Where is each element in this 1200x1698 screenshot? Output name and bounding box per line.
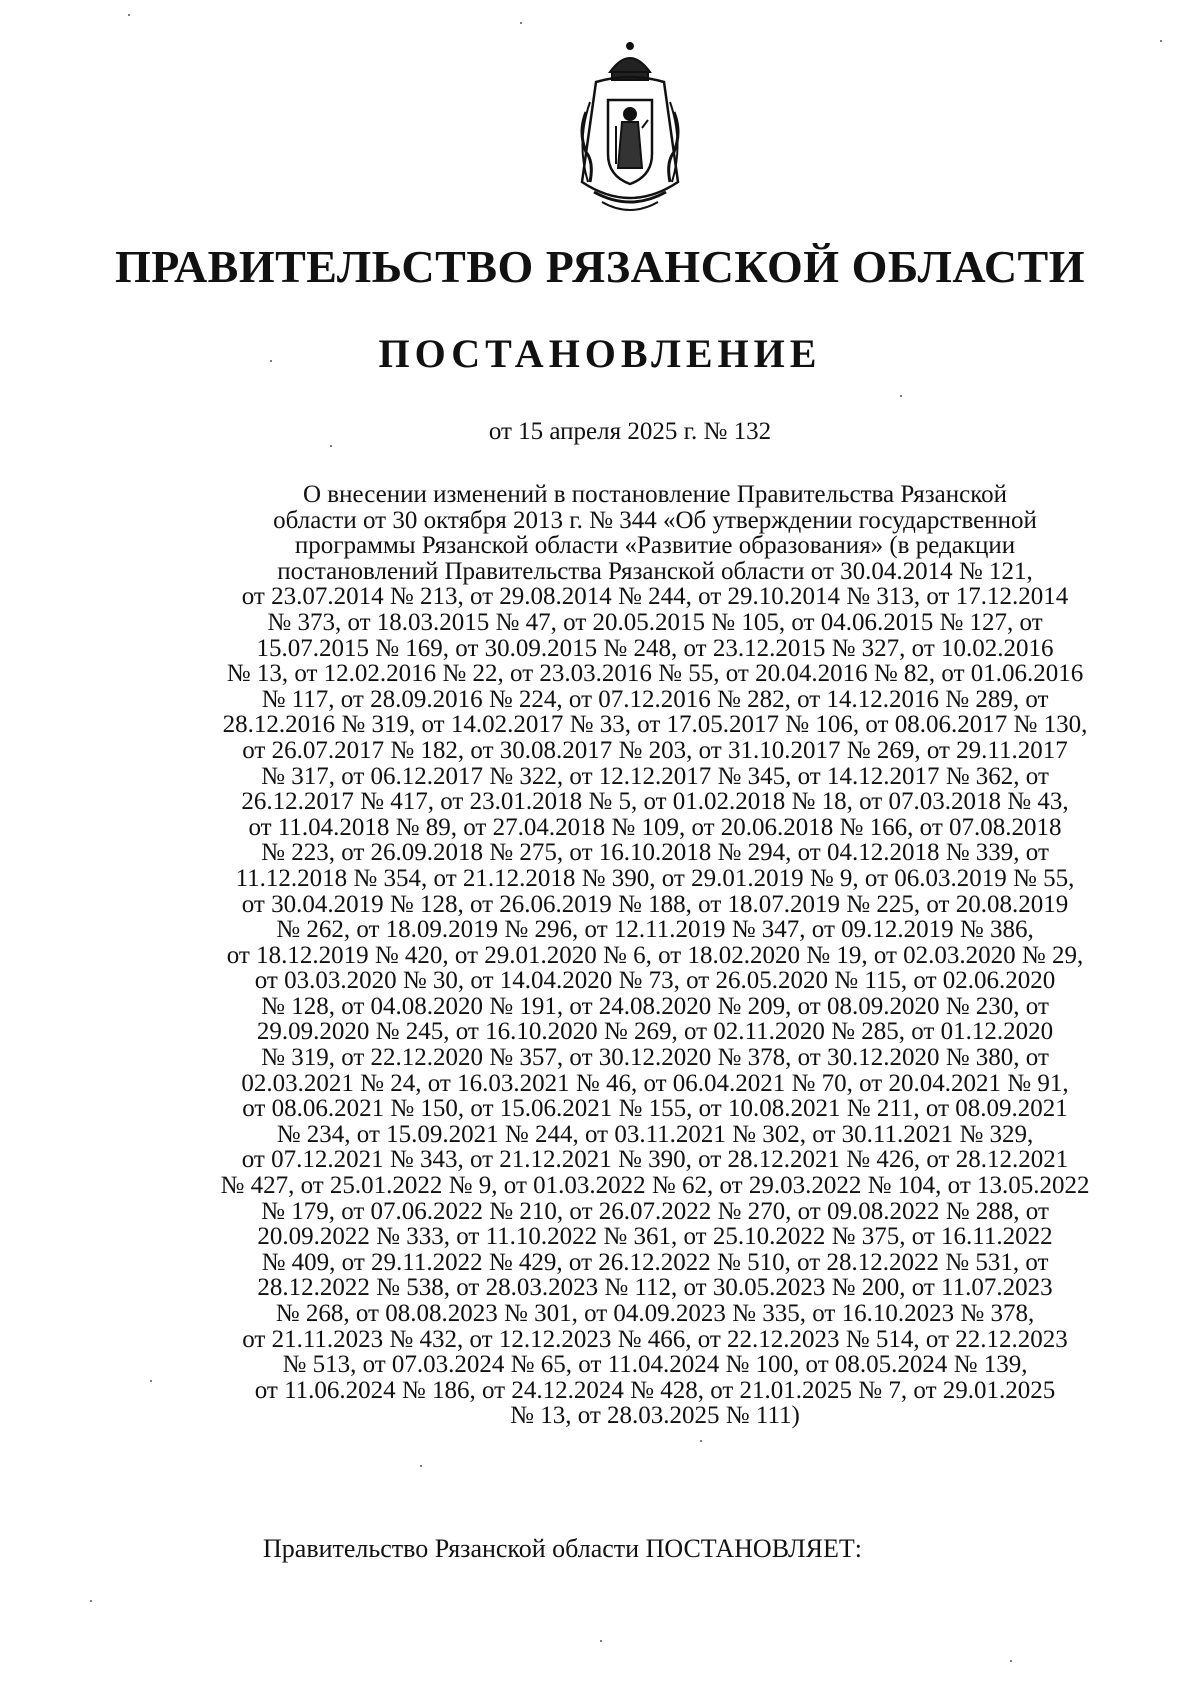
subject-line: от 03.03.2020 № 30, от 14.04.2020 № 73, от 26.05.2020 № 115, от 02.06.2020 xyxy=(254,967,1056,995)
subject-line: 28.12.2016 № 319, от 14.02.2017 № 33, от 17.05.2017 № 106, от 08.06.2017 № 130, xyxy=(222,711,1088,739)
scan-speck xyxy=(900,395,902,397)
scan-speck xyxy=(420,1465,422,1467)
subject-line: от 11.04.2018 № 89, от 27.04.2018 № 109, от 20.06.2018 № 166, от 07.08.2018 xyxy=(248,813,1062,841)
scan-speck xyxy=(700,1440,702,1442)
scan-speck xyxy=(270,360,272,362)
subject-line: постановлений Правительства Рязанской области от 30.04.2014 № 121, xyxy=(277,557,1033,585)
subject-line: от 18.12.2019 № 420, от 29.01.2020 № 6, от 18.02.2020 № 19, от 02.03.2020 № 29, xyxy=(226,941,1084,969)
subject-line: 02.03.2021 № 24, от 16.03.2021 № 46, от 06.04.2021 № 70, от 20.04.2021 № 91, xyxy=(241,1069,1069,1097)
subject-line: № 319, от 22.12.2020 № 357, от 30.12.2020 № 378, от 30.12.2020 № 380, от xyxy=(261,1044,1049,1072)
subject-line: № 223, от 26.09.2018 № 275, от 16.10.2018 № 294, от 04.12.2018 № 339, от xyxy=(261,839,1049,867)
document-date-number: от 15 апреля 2025 г. № 132 xyxy=(488,418,772,445)
document-type: ПОСТАНОВЛЕНИЕ xyxy=(378,331,822,376)
ryazan-coat-of-arms-icon xyxy=(566,42,694,220)
subject-line: № 262, от 18.09.2019 № 296, от 12.11.2019 № 347, от 09.12.2019 № 386, xyxy=(276,916,1034,944)
scan-speck xyxy=(330,445,332,447)
subject-line: от 26.07.2017 № 182, от 30.08.2017 № 203, от 31.10.2017 № 269, от 29.11.2017 xyxy=(242,736,1068,764)
subject-line: от 08.06.2021 № 150, от 15.06.2021 № 155, от 10.08.2021 № 211, от 08.09.2021 xyxy=(242,1095,1068,1123)
scan-speck xyxy=(1010,1660,1012,1662)
scan-speck xyxy=(1160,40,1162,42)
subject-line: программы Рязанской области «Развитие образования» (в редакции xyxy=(294,532,1016,560)
subject-line: от 07.12.2021 № 343, от 21.12.2021 № 390, от 28.12.2021 № 426, от 28.12.2021 xyxy=(241,1146,1069,1174)
subject-line: 15.07.2015 № 169, от 30.09.2015 № 248, от 23.12.2015 № 327, от 10.02.2016 xyxy=(256,634,1054,662)
subject-line: № 128, от 04.08.2020 № 191, от 24.08.2020 № 209, от 08.09.2020 № 230, от xyxy=(261,992,1049,1020)
subject-line: № 513, от 07.03.2024 № 65, от 11.04.2024 № 100, от 08.05.2024 № 139, xyxy=(282,1351,1028,1379)
subject-line: № 409, от 29.11.2022 № 429, от 26.12.2022 № 510, от 28.12.2022 № 531, от xyxy=(261,1248,1049,1276)
subject-line: от 11.06.2024 № 186, от 24.12.2024 № 428, от 21.01.2025 № 7, от 29.01.2025 xyxy=(254,1376,1056,1404)
subject-line: № 13, от 12.02.2016 № 22, от 23.03.2016 № 55, от 20.04.2016 № 82, от 01.06.2016 xyxy=(226,660,1084,688)
subject-line: О внесении изменений в постановление Правительства Рязанской xyxy=(302,481,1007,508)
subject-line: № 179, от 07.06.2022 № 210, от 26.07.2022 № 270, от 09.08.2022 № 288, от xyxy=(261,1197,1049,1225)
scan-speck xyxy=(520,22,522,24)
subject-line: от 21.11.2023 № 432, от 12.12.2023 № 466, от 22.12.2023 № 514, от 22.12.2023 xyxy=(242,1325,1068,1353)
scan-speck xyxy=(90,1600,92,1602)
subject-line: № 234, от 15.09.2021 № 244, от 03.11.2021 № 302, от 30.11.2021 № 329, xyxy=(276,1120,1034,1148)
subject-line: № 427, от 25.01.2022 № 9, от 01.03.2022 № 62, от 29.03.2022 № 104, от 13.05.2022 xyxy=(220,1172,1090,1200)
subject-line: 28.12.2022 № 538, от 28.03.2023 № 112, от 30.05.2023 № 200, от 11.07.2023 xyxy=(257,1274,1053,1302)
subject-line: 20.09.2022 № 333, от 11.10.2022 № 361, от 25.10.2022 № 375, от 16.11.2022 xyxy=(257,1223,1053,1251)
subject-line: № 13, от 28.03.2025 № 111) xyxy=(510,1402,800,1430)
scan-speck xyxy=(150,1380,152,1382)
subject-line: 26.12.2017 № 417, от 23.01.2018 № 5, от 01.02.2018 № 18, от 07.03.2018 № 43, xyxy=(241,788,1069,816)
subject-line: № 268, от 08.08.2023 № 301, от 04.09.2023 № 335, от 16.10.2023 № 378, xyxy=(275,1300,1035,1327)
document-subject xyxy=(160,482,1150,1429)
subject-line: № 373, от 18.03.2015 № 47, от 20.05.2015 № 105, от 04.06.2015 № 127, от xyxy=(267,608,1043,636)
government-title: ПРАВИТЕЛЬСТВО РЯЗАНСКОЙ ОБЛАСТИ xyxy=(114,241,1086,292)
subject-line: области от 30 октября 2013 г. № 344 «Об утверждении государственной xyxy=(273,506,1037,534)
subject-line: № 117, от 28.09.2016 № 224, от 07.12.2016 № 282, от 14.12.2016 № 289, от xyxy=(261,685,1049,713)
subject-line: № 317, от 06.12.2017 № 322, от 12.12.2017 № 345, от 14.12.2017 № 362, от xyxy=(261,762,1049,790)
subject-line: 29.09.2020 № 245, от 16.10.2020 № 269, от 02.11.2020 № 285, от 01.12.2020 xyxy=(256,1018,1054,1046)
resolution-statement: Правительство Рязанской области ПОСТАНОВЛЯЕТ: xyxy=(263,1534,863,1563)
subject-line: от 23.07.2014 № 213, от 29.08.2014 № 244, от 29.10.2014 № 313, от 17.12.2014 xyxy=(241,583,1069,611)
scan-speck xyxy=(128,14,130,16)
scan-speck xyxy=(600,1640,602,1642)
subject-line: от 30.04.2019 № 128, от 26.06.2019 № 188, от 18.07.2019 № 225, от 20.08.2019 xyxy=(241,890,1069,918)
subject-line: 11.12.2018 № 354, от 21.12.2018 № 390, от 29.01.2019 № 9, от 06.03.2019 № 55, xyxy=(235,864,1075,892)
